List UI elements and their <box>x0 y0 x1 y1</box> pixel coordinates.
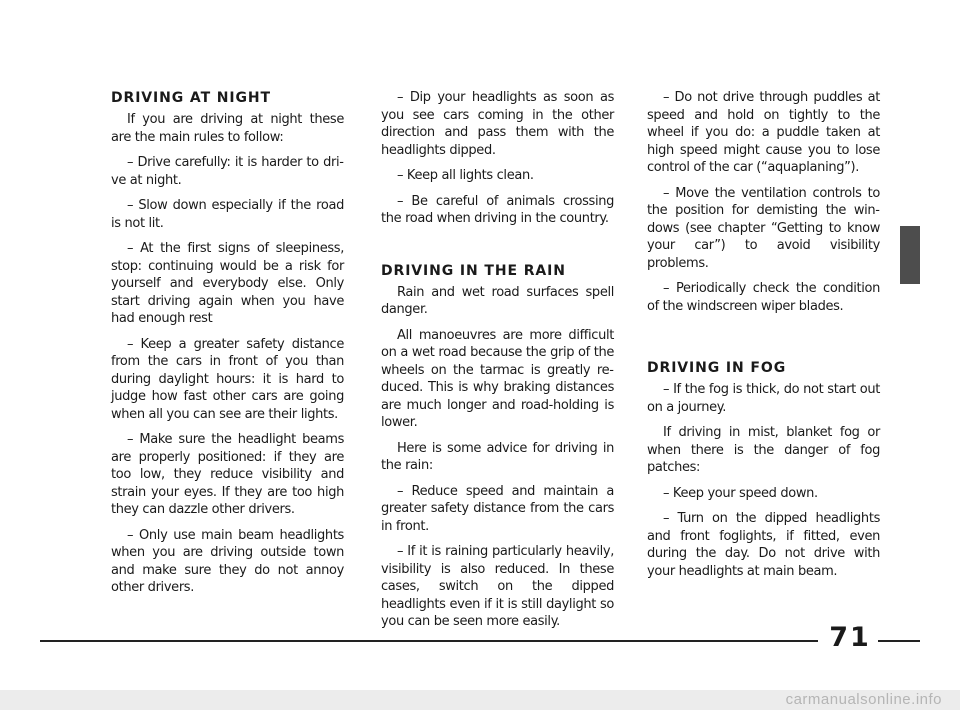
paragraph: Rain and wet road surfaces spell danger. <box>381 284 614 317</box>
watermark-text[interactable]: carmanualsonline.info <box>785 691 942 708</box>
paragraph: – If it is raining particularly heavily, visibility is also reduced. In these cases, switch on the dipped headlights even if it is still daylight so you can be seen more easily. <box>381 544 614 629</box>
section-heading-rain: DRIVING IN THE RAIN <box>381 262 566 279</box>
column-2 <box>381 89 614 639</box>
footer-rule <box>878 640 920 642</box>
section-heading-fog: DRIVING IN FOG <box>647 360 787 376</box>
paragraph: Here is some advice for driving in the rain: <box>381 440 614 473</box>
paragraph: – If the fog is thick, do not start out on a journey. <box>647 382 880 415</box>
paragraph: – At the first signs of sleepiness, stop: continuing would be a risk for yourself and everybody else. Only start driving again when you have had enough rest <box>111 241 344 326</box>
paragraph: – Move the ventilation controls to the position for demisting the windows (see chapter “Getting to know your car”) to avoid visibility problems. <box>647 185 880 271</box>
chapter-tab-marker <box>900 226 920 284</box>
paragraph: – Only use main beam headlights when you are driving outside town and make sure they do not annoy other drivers. <box>111 527 344 595</box>
paragraph: – Slow down especially if the road is not lit. <box>111 198 344 231</box>
paragraph: – Do not drive through puddles at speed and hold on tightly to the wheel if you do: a puddle taken at high speed might cause you to lose control of the car (“aquaplaning”). <box>647 90 880 175</box>
paragraph: – Turn on the dipped headlights and front foglights, if fitted, even during the day. Do not drive with your headlights at main beam. <box>647 511 880 579</box>
paragraph: – Make sure the headlight beams are properly positioned: if they are too low, they reduce visibility and strain your eyes. If they are too high they can dazzle other drivers. <box>111 432 344 517</box>
paragraph: If you are driving at night these are the main rules to follow: <box>111 112 344 145</box>
paragraph: – Keep a greater safety distance from the cars in front of you than during daylight hours: it is hard to judge how fast other cars are going when all you can see are their lights. <box>111 336 344 422</box>
paragraph: – Dip your headlights as soon as you see cars coming in the other direction and pass them with the headlights dipped. <box>381 90 614 158</box>
page-number: 71 <box>829 622 871 653</box>
paragraph: If driving in mist, blanket fog or when there is the danger of fog patches: <box>647 425 880 475</box>
paragraph: – Keep your speed down. <box>663 485 818 501</box>
column-1 <box>111 89 344 605</box>
paragraph: – Be careful of animals crossing the road when driving in the country. <box>381 193 614 226</box>
paragraph: – Reduce speed and maintain a greater safety distance from the cars in front. <box>381 483 614 534</box>
column-3 <box>647 89 880 588</box>
watermark-bar <box>0 690 960 710</box>
section-heading-night: DRIVING AT NIGHT <box>111 90 271 106</box>
footer-rule <box>40 640 818 642</box>
paragraph: All manoeuvres are more difficult on a wet road because the grip of the wheels on the tarmac is greatly reduced. This is why braking distances are much longer and road-holding is lower. <box>381 327 614 430</box>
paragraph: – Periodically check the condition of the windscreen wiper blades. <box>647 281 880 314</box>
paragraph: – Drive carefully: it is harder to drive at night. <box>111 155 344 188</box>
paragraph: – Keep all lights clean. <box>397 168 534 183</box>
